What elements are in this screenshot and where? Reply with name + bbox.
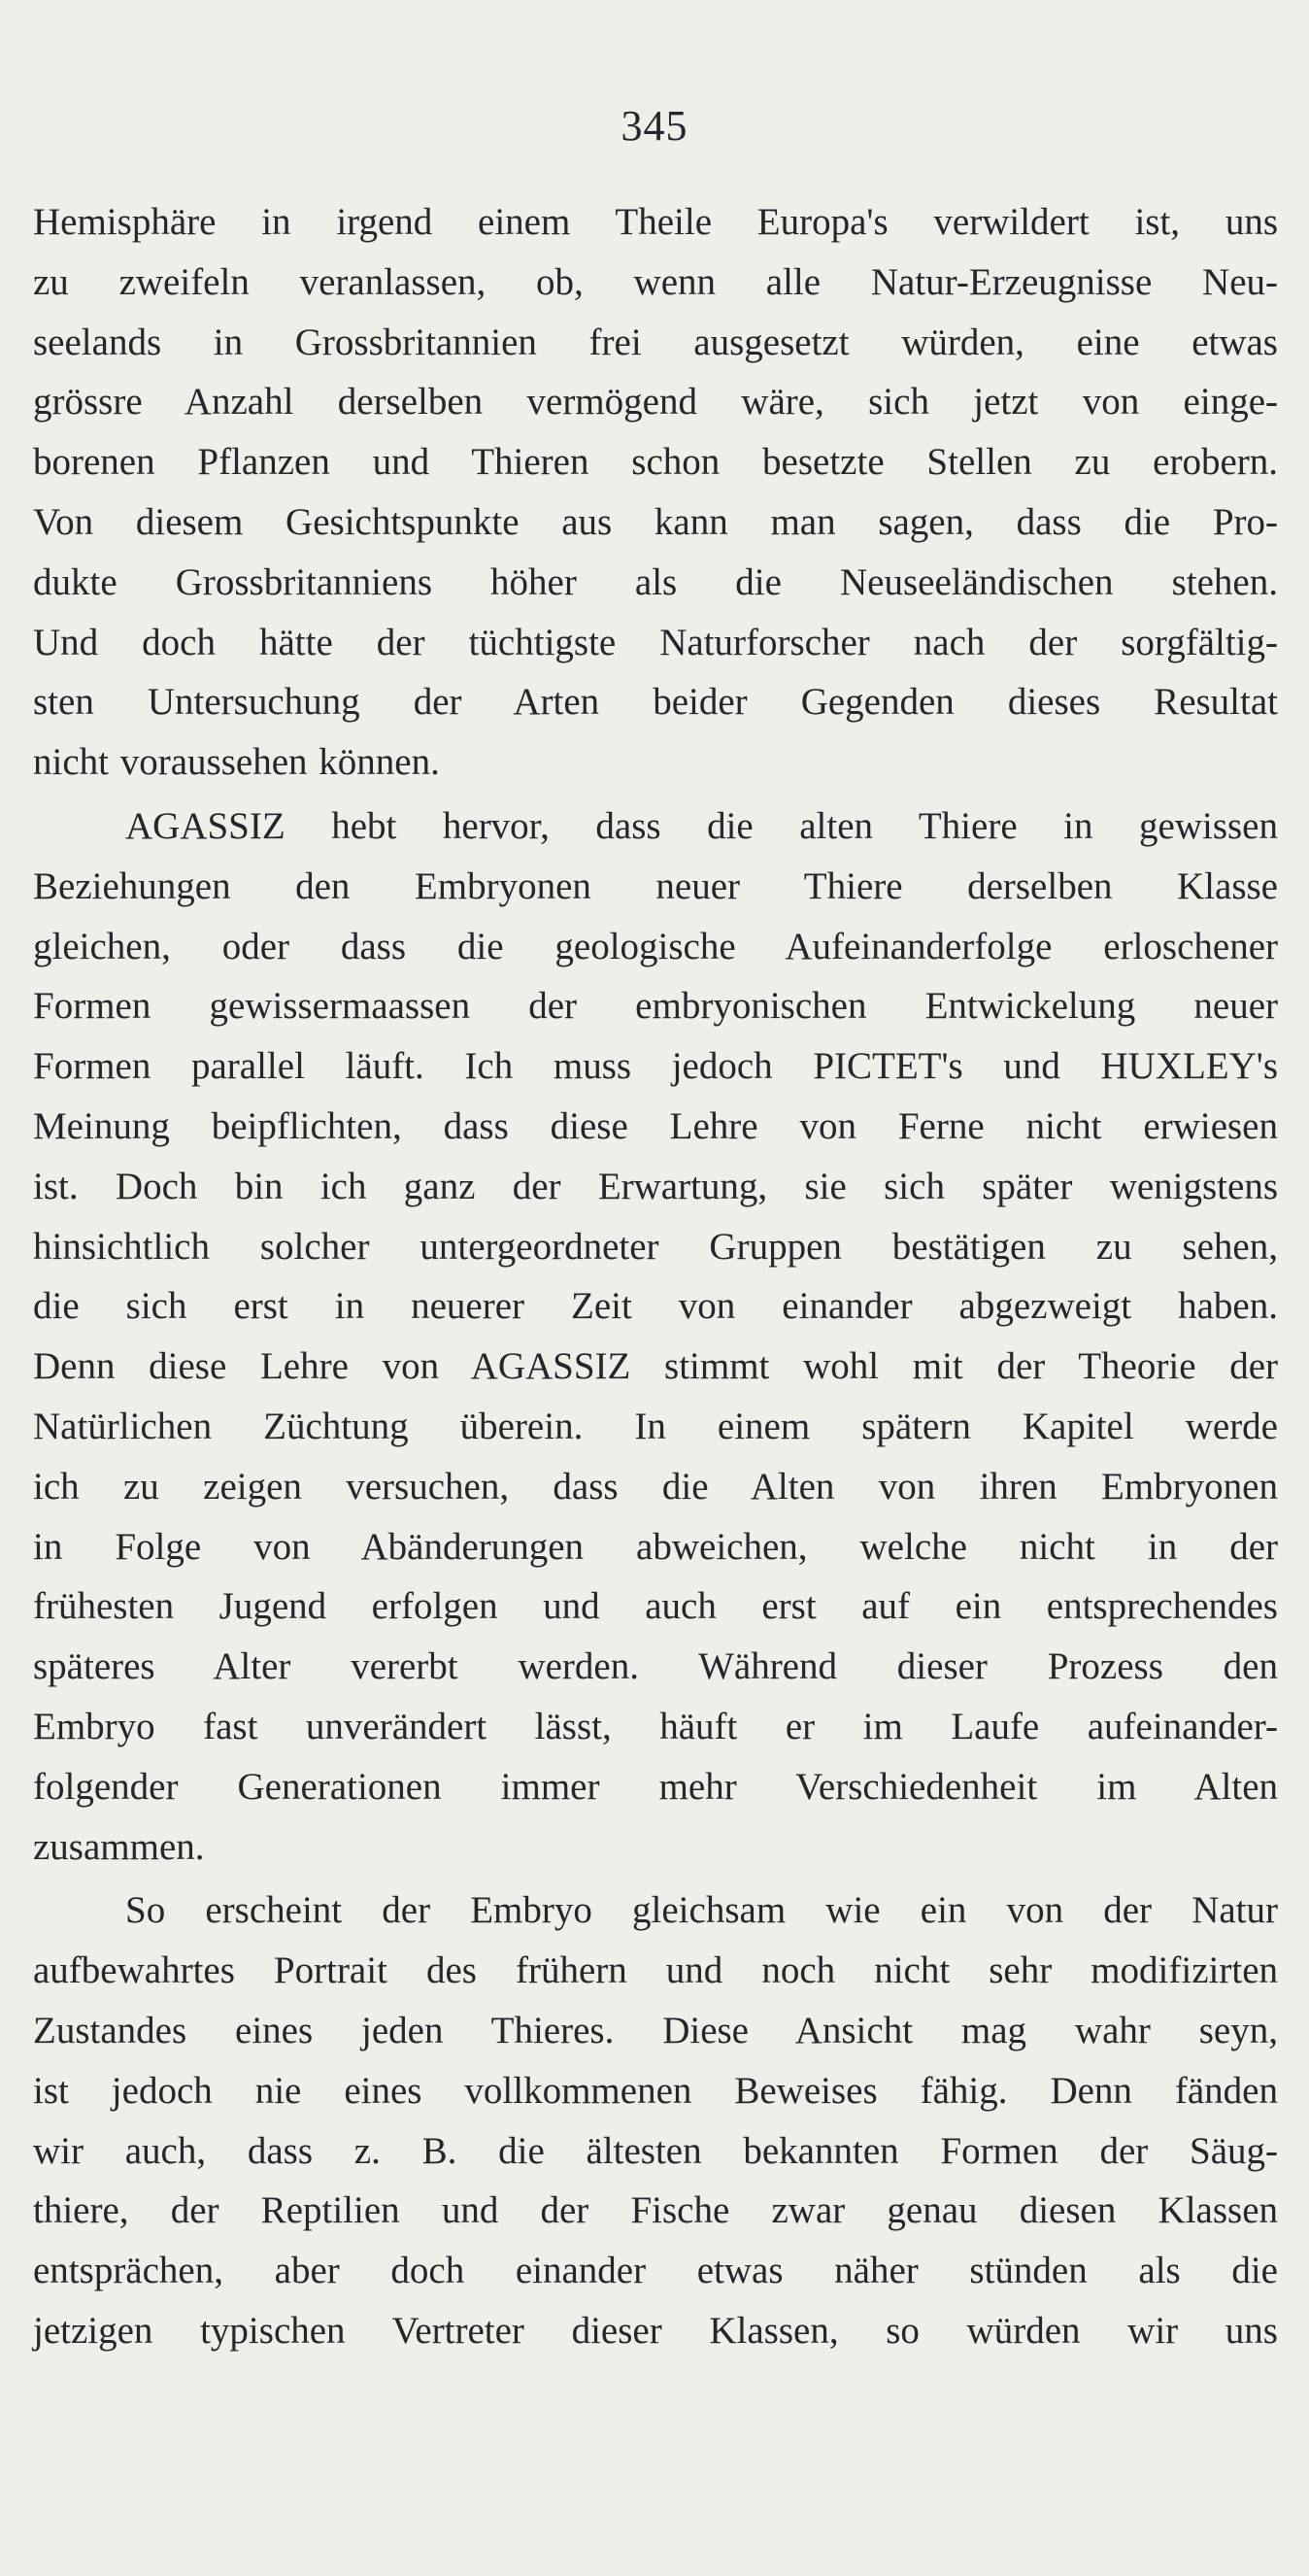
text-line: ich zu zeigen versuchen, dass die Alten von ihren Embryonen <box>33 1465 1278 1508</box>
paragraph-first-line: So erscheint der Embryo gleichsam wie ein von der Natur <box>125 1889 1278 1932</box>
text-line: frühesten Jugend erfolgen und auch erst auf ein entsprechendes <box>33 1585 1278 1628</box>
text-line: borenen Pflanzen und Thieren schon besetzte Stellen zu erobern. <box>33 441 1278 484</box>
text-line: Beziehungen den Embryonen neuer Thiere derselben Klasse <box>33 864 1278 907</box>
text-line: entsprächen, aber doch einander etwas näher stünden als die <box>33 2250 1278 2292</box>
text-line: Formen gewissermaassen der embryonischen Entwickelung neuer <box>33 985 1278 1028</box>
text-line: seelands in Grossbritannien frei ausgesetzt würden, eine etwas <box>33 321 1278 363</box>
text-line: ist. Doch bin ich ganz der Erwartung, sie sich später wenigstens <box>33 1165 1278 1207</box>
text-line: Von diesem Gesichtspunkte aus kann man sagen, dass die Pro- <box>33 500 1278 543</box>
text-line: Formen parallel läuft. Ich muss jedoch PICTET's und HUXLEY's <box>33 1045 1278 1088</box>
text-line: jetzigen typischen Vertreter dieser Klassen, so würden wir uns <box>33 2309 1278 2352</box>
text-line: zu zweifeln veranlassen, ob, wenn alle Natur-Erzeugnisse Neu- <box>33 260 1278 303</box>
text-line: Hemisphäre in irgend einem Theile Europa's verwildert ist, uns <box>33 201 1278 243</box>
body-text <box>33 192 1278 2361</box>
text-line: thiere, der Reptilien und der Fische zwar genau diesen Klassen <box>33 2189 1278 2232</box>
text-line: Natürlichen Züchtung überein. In einem spätern Kapitel werde <box>33 1405 1278 1447</box>
text-line: grössre Anzahl derselben vermögend wäre, sich jetzt von einge- <box>33 381 1278 424</box>
text-line: dukte Grossbritanniens höher als die Neuseeländischen stehen. <box>33 560 1278 603</box>
text-line: Denn diese Lehre von AGASSIZ stimmt wohl mit der Theorie der <box>33 1345 1278 1388</box>
text-line: die sich erst in neuerer Zeit von einander abgezweigt haben. <box>33 1285 1278 1328</box>
text-line: Meinung beipflichten, dass diese Lehre von Ferne nicht erwiesen <box>33 1104 1278 1147</box>
text-line: Zustandes eines jeden Thieres. Diese Ansicht mag wahr seyn, <box>33 2009 1278 2051</box>
paragraph-first-line: AGASSIZ hebt hervor, dass die alten Thiere in gewissen <box>125 804 1278 847</box>
text-line: sten Untersuchung der Arten beider Gegenden dieses Resultat <box>33 681 1278 724</box>
page-number: 345 <box>621 102 688 150</box>
text-line: Und doch hätte der tüchtigste Naturforscher nach der sorgfältig- <box>33 621 1278 663</box>
text-line: zusammen. <box>33 1825 205 1868</box>
text-line: gleichen, oder dass die geologische Aufeinanderfolge erloschener <box>33 925 1278 967</box>
text-line: Embryo fast unverändert lässt, häuft er im Laufe aufeinander- <box>33 1705 1278 1747</box>
text-line: wir auch, dass z. B. die ältesten bekannten Formen der Säug- <box>33 2129 1278 2172</box>
text-line: folgender Generationen immer mehr Verschiedenheit im Alten <box>33 1765 1278 1808</box>
text-line: ist jedoch nie eines vollkommenen Beweises fähig. Denn fänden <box>33 2069 1278 2112</box>
text-line: in Folge von Abänderungen abweichen, welche nicht in der <box>33 1525 1278 1568</box>
text-line: späteres Alter vererbt werden. Während dieser Prozess den <box>33 1645 1278 1688</box>
text-line: nicht voraussehen können. <box>33 741 440 784</box>
text-line: aufbewahrtes Portrait des frühern und noch nicht sehr modifizirten <box>33 1949 1278 1992</box>
text-line: hinsichtlich solcher untergeordneter Gruppen bestätigen zu sehen, <box>33 1225 1278 1268</box>
